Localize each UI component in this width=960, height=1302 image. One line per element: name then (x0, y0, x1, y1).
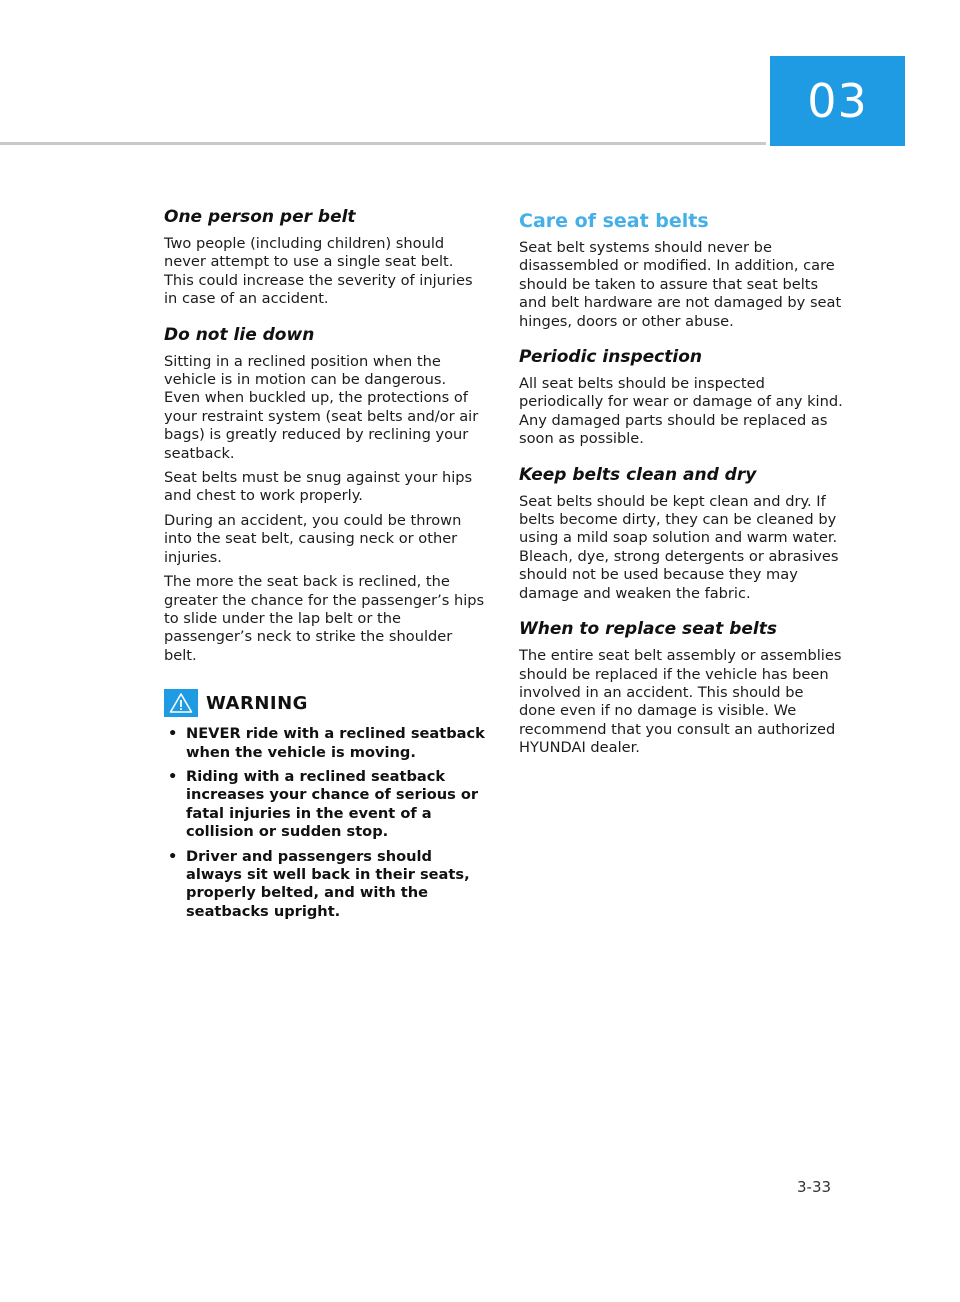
left-column (164, 205, 486, 927)
section-do-not-lie-down (164, 323, 486, 666)
warning-triangle-icon (164, 689, 198, 717)
chapter-number: 03 (807, 74, 868, 128)
subheading: One person per belt (164, 207, 356, 227)
bullet: • (168, 847, 178, 865)
header-rule (0, 142, 766, 145)
section-when-to-replace (519, 617, 844, 757)
subheading: When to replace seat belts (519, 619, 777, 640)
section-keep-belts-clean (519, 463, 844, 603)
warning-item (164, 848, 486, 922)
section-title: Care of seat belts (519, 210, 709, 232)
subheading: Do not lie down (164, 324, 315, 345)
bullet: • (168, 767, 178, 785)
warning-title: WARNING (206, 692, 308, 714)
section-periodic-inspection (519, 345, 844, 449)
warning-item (164, 768, 486, 842)
warning-item-text: Driver and passengers should always sit well back in their seats, properly belted, and with the seatbacks upright. (186, 847, 470, 920)
paragraph: Two people (including children) should never attempt to use a single seat belt. This could increase the severity of injuries in case of an accident. (164, 235, 473, 308)
warning-list (164, 725, 486, 921)
paragraph: The entire seat belt assembly or assemblies should be replaced if the vehicle has been involved in an accident. This should be done even if no damage is visible. We recommend that you consult an authorized HYUNDAI dealer. (519, 647, 842, 757)
paragraph: During an accident, you could be thrown into the seat belt, causing neck or other injuries. (164, 511, 462, 566)
right-column (519, 207, 844, 772)
paragraph: All seat belts should be inspected periodically for wear or damage of any kind. Any damaged parts should be replaced as soon as possible. (519, 375, 843, 448)
chapter-tab (770, 56, 905, 146)
paragraph: Seat belts should be kept clean and dry. If belts become dirty, they can be cleaned by using a mild soap solution and warm water. Bleach, dye, strong detergents or abrasives should not be used because they may damage and weaken the fabric. (519, 492, 839, 602)
warning-box (164, 689, 486, 921)
paragraph: Seat belts must be snug against your hips and chest to work properly. (164, 469, 473, 505)
warning-item-text: NEVER ride with a reclined seatback when the vehicle is moving. (186, 725, 485, 761)
subheading: Periodic inspection (519, 347, 702, 368)
paragraph: The more the seat back is reclined, the greater the chance for the passenger’s hips to slide under the lap belt or the passenger’s neck to strike the shoulder belt. (164, 573, 485, 664)
page-number: 3-33 (797, 1178, 832, 1196)
warning-item (164, 725, 486, 762)
paragraph: Seat belt systems should never be disassembled or modified. In addition, care should be taken to assure that seat belts and belt hardware are not damaged by seat hinges, doors or other abuse. (519, 239, 842, 330)
section-care-of-seat-belts (519, 207, 844, 331)
paragraph: Sitting in a reclined position when the vehicle is in motion can be dangerous. Even when buckled up, the protections of your restraint system (seat belts and/or air bags) is greatly reduced by reclining your seatback. (164, 352, 479, 462)
warning-header (164, 689, 486, 717)
bullet: • (168, 725, 178, 743)
section-one-person-per-belt (164, 205, 486, 309)
warning-item-text: Riding with a reclined seatback increases your chance of serious or fatal injuries in the event of a collision or sudden stop. (186, 767, 479, 841)
subheading: Keep belts clean and dry (519, 464, 757, 485)
